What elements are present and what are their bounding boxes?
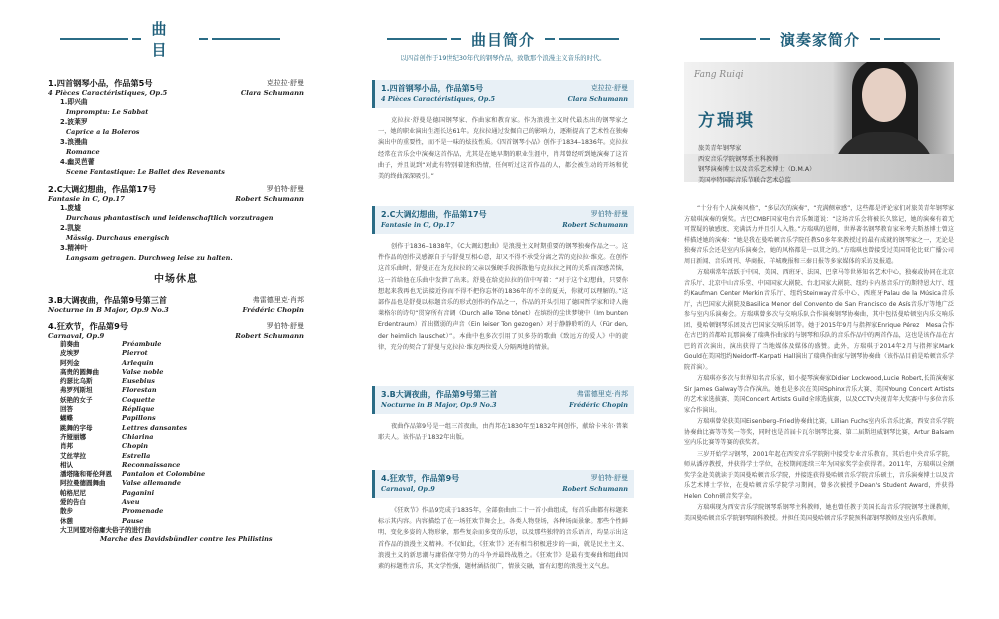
work-title: 1.四首钢琴小品，作品第5号 <box>48 78 153 88</box>
header-dash <box>545 38 555 40</box>
header-rule <box>559 38 619 40</box>
movement-title-en: Paganini <box>122 488 155 497</box>
note-text: 克拉拉·舒曼是德国钢琴家、作曲家和教育家。作为浪漫主义时代最杰出的钢琴家之一，她的职业演出生涯长达61年。克拉拉通过发掘自己的影响力，逐渐提高了艺术性在独奏演出中的重要性，而不是一味的炫技性质。《四首钢琴小品》创作于1834–1836年。克拉拉经常在音乐会中演奏这首作品，尤其是在她早期的职业生涯中，肖邦曾经听到她演奏了这首曲子，并且说到“对此有特别着迷和热情，任何听过这首作品的人，都会被生动的开场和优美的终曲深深吸引。” <box>378 117 628 181</box>
note-heading <box>372 386 634 414</box>
program-title: 曲 目 <box>151 20 168 59</box>
carnaval-movement <box>60 405 304 414</box>
movement <box>60 223 304 243</box>
movement-title: 高贵的圆舞曲 <box>60 367 99 376</box>
composer-name: 罗伯特·舒曼 <box>590 210 628 218</box>
carnaval-movement <box>60 368 304 377</box>
work-title: 2.C大调幻想曲，作品第17号 <box>381 210 487 219</box>
carnaval-movement <box>60 414 304 423</box>
header-rule <box>387 38 447 40</box>
movement-title-en: Estrella <box>122 451 151 460</box>
composer-name-en: Robert Schumann <box>235 195 304 203</box>
note-text: 创作于1836–1838年，《C大调幻想曲》是浪漫主义时期重要的钢琴独奏作品之一。这件作品的创作灵感源自于与舒曼互相心意，却又不得不承受分离之苦的克拉拉·维克。在创作这首乐曲时，舒曼正在为克拉拉的父亲以强硬手段拆散他与克拉拉之间的关系而深感苦恼，这一首给他在乐曲中发泄了出来。舒曼在给克拉拉的信中写着：“对于这个幻想曲，只要你想起来我再也无法接近你而不得不把你忘怀的1836年的不幸的夏天，你就可以理解的。”这部作品也是舒曼以标题音乐的形式创作的作品之一，作品的开头引用了德国哲学家和诗人施莱格尔的诗句“贯穿所有音调（Durch alle Töne tönet）在缤纷的尘世梦境中（Im bunten Erdentraum）首出微弱的声音（Ein leiser Ton gezogen）对于静静聆听的人（Für den, der heimlich lauschet）”。本曲中也多次引用了贝多芬的歌曲《致远方的爱人》中的旋律，充分的契合了舒曼与克拉拉·维克两位爱人分隔两地的情景。 <box>378 243 628 351</box>
composer-name: 罗伯特·舒曼 <box>266 322 304 330</box>
carnaval-movement-list <box>48 340 304 545</box>
note-heading <box>372 80 634 108</box>
intermission-label: 中场休息 <box>154 274 198 285</box>
composer-name: 罗伯特·舒曼 <box>590 474 628 482</box>
performer-title-line: 旅美青年钢琴家 <box>698 145 742 152</box>
movement-title-en: Pierrot <box>122 349 148 358</box>
movement-title-en: Préambule <box>122 340 162 348</box>
carnaval-movement <box>60 479 304 488</box>
notes-title: 曲目简介 <box>470 30 535 49</box>
movement-title-en: Pantalon et Colombine <box>122 470 206 479</box>
movement <box>60 117 304 137</box>
header-rule <box>60 38 128 40</box>
carnaval-movement <box>60 526 304 545</box>
movement-title: 前奏曲 <box>60 340 80 348</box>
work-title: 2.C大调幻想曲，作品第17号 <box>48 184 157 194</box>
composer-name-en: Clara Schumann <box>567 95 628 103</box>
program-item <box>48 184 304 263</box>
photo-face <box>862 68 906 122</box>
composer-name-en: Robert Schumann <box>235 332 304 340</box>
carnaval-movement <box>60 507 304 516</box>
movement-title: 阿拉曼德圆舞曲 <box>60 479 106 488</box>
movement-title-en: Scene Fantastique: Le Ballet des Revenants <box>66 168 225 176</box>
header-rule <box>884 38 940 40</box>
movement-title-en: Florestan <box>122 386 157 395</box>
movement-title-en: Durchaus phantastisch und leidenschaftlich vorzutragen <box>66 214 274 222</box>
header-dash <box>132 38 142 40</box>
carnaval-movement <box>60 489 304 498</box>
work-title-en: Fantasie in C, Op.17 <box>48 195 125 203</box>
note-section <box>372 470 634 572</box>
carnaval-movement <box>60 377 304 386</box>
performer-name: 方瑞琪 <box>698 111 755 131</box>
movement-title: 齐娅丽娜 <box>60 432 86 441</box>
movement-title-en: Mässig. Durchaus energisch <box>66 234 170 242</box>
performer-bio <box>684 204 954 525</box>
bio-paragraph: 方瑞琪亦多次与世界知名音乐家，如小提琴演奏家Didier Lockwood,Lucie Robert,长笛演奏家Sir James Galway等合作演出。她也是多次在美国Sphinx音乐大赛、美国Young Concert Artists的艺术家选拔赛、美国Concert Artists Guild全球选拔赛，以及CCTV央视青年大奖赛中与多位音乐家合作演出。 <box>684 375 954 414</box>
movement-title: 1.废墟 <box>60 204 81 212</box>
work-title: 1.四首钢琴小品，作品第5号 <box>381 84 484 93</box>
movement-title: 4.幽灵芭蕾 <box>60 158 95 166</box>
movement-title-en: Langsam getragen. Durchweg leise zu halten. <box>66 254 233 262</box>
movement-title: 阿列金 <box>60 358 80 367</box>
carnaval-movement <box>60 424 304 433</box>
movement-title-en: Promenade <box>122 507 164 516</box>
work-title-en: Fantasie in C, Op.17 <box>381 221 455 229</box>
movement-title: 艾丝苹拉 <box>60 451 86 460</box>
note-section <box>372 206 634 353</box>
movement-title-en: Valse noble <box>122 367 164 376</box>
work-title-en: Carnaval, Op.9 <box>48 332 105 340</box>
movement-title-en: Lettres dansantes <box>122 423 188 432</box>
performer-header <box>684 28 956 50</box>
movement-title: 3.浪漫曲 <box>60 138 88 146</box>
composer-name-en: Clara Schumann <box>240 89 304 97</box>
movement-title: 约瑟比乌斯 <box>60 377 93 386</box>
movement-title: 跳舞的字母 <box>60 423 93 432</box>
program-list <box>48 78 304 552</box>
composer-name-en: Frédéric Chopin <box>242 306 304 314</box>
movement-title-en: Coquette <box>122 395 156 404</box>
movement-title: 2.凯旋 <box>60 224 81 232</box>
movement-title: 3.精神叶 <box>60 244 88 252</box>
composer-name: 罗伯特·舒曼 <box>266 185 304 193</box>
movement-title: 肖邦 <box>60 442 73 451</box>
work-title-en: Nocturne in B Major, Op.9 No.3 <box>48 306 169 314</box>
movement-title-en: Arlequin <box>122 358 154 367</box>
movement-title: 回答 <box>60 405 73 414</box>
composer-name: 弗雷德里克·肖邦 <box>252 296 304 304</box>
movement-title-en: Aveu <box>122 498 140 507</box>
carnaval-movement <box>60 442 304 451</box>
bio-paragraph: “十分有个人演奏风格”，“多层次的演奏”，“充满侧章感”，这些都是评论家们对旅美青年钢琴家方瑞琪演奏的褒奖。古巴CMBF国家电台音乐频道说：“这场音乐会将被长久铭记，她的演奏有着无可置疑的敏感度、充满活力并且引人入胜。”方瑞琪的恩师，世界著名钢琴教育家米考夫斯基博士曾这样描述她的演奏：“她是我在曼哈顿音乐学院任教50多年来教授过的最有成就的钢琴家之一，无论是独奏音乐会还是室内乐演奏会，她的风格都是一以贯之的。”方瑞琪也曾接受过美国哥伦比亚广播公司周日新闻、音乐周刊、华商报、羊城晚报和三秦日报等多家媒体的采访及报道。 <box>684 205 954 265</box>
performer-title-line: 钢琴演奏博士以及音乐艺术博士（D.M.A） <box>698 166 816 173</box>
movement-title-en: Marche des Davidsbündler contre les Philistins <box>100 535 273 544</box>
program-item <box>48 295 304 314</box>
movement-list <box>48 203 304 263</box>
carnaval-movement <box>60 340 304 349</box>
movement-title: 帕格尼尼 <box>60 488 86 497</box>
composer-name: 弗雷德里克·肖邦 <box>576 390 628 398</box>
movement <box>60 97 304 117</box>
carnaval-movement <box>60 517 304 526</box>
movement-title: 潘塔隆和哥伦拜恩 <box>60 470 112 479</box>
movement-title-en: Romance <box>66 148 100 156</box>
note-heading <box>372 206 634 234</box>
carnaval-movement <box>60 452 304 461</box>
header-dash <box>451 38 461 40</box>
work-title: 3.B大调夜曲，作品第9号第三首 <box>381 390 498 399</box>
movement-title: 大卫同盟对俗庸夫俗子的进行曲 <box>60 525 151 534</box>
carnaval-movement <box>60 498 304 507</box>
movement-title: 爱的告白 <box>60 498 86 507</box>
bio-paragraph: 三岁开始学习钢琴，2001年起在西安音乐学院附中接受专业音乐教育，其后也中央音乐学院，师从潘淳教授，并获得学士学位，在校期间连续三年为国家奖学金获得者。2011年，方瑞琪以全额奖学金赴美就读于美国曼哈顿音乐学院，并接连获得曼哈顿音乐学院音乐硕士，音乐演奏博士以及音乐艺术博士学位，在曼哈顿音乐学院学习期间，曾多次被授予Dean's Student Award，并获得Helen Cohn硕音奖学金。 <box>684 450 954 500</box>
header-rule <box>700 38 756 40</box>
movement-title: 弗罗列斯坦 <box>60 386 93 395</box>
carnaval-movement <box>60 461 304 470</box>
carnaval-movement <box>60 349 304 358</box>
movement-title-en: Impromptu: Le Sabbat <box>66 108 149 116</box>
movement-title: 皮埃罗 <box>60 349 80 358</box>
work-title: 4.狂欢节，作品第9号 <box>381 474 460 483</box>
note-section <box>372 386 634 443</box>
carnaval-movement <box>60 396 304 405</box>
movement-title-en: Papillons <box>122 414 156 423</box>
header-dash <box>870 38 880 40</box>
movement-title-en: Chiarina <box>122 432 154 441</box>
work-title-en: Nocturne in B Major, Op.9 No.3 <box>381 401 497 409</box>
movement-title-en: Pause <box>122 516 144 525</box>
movement-title-en: Réplique <box>122 405 155 414</box>
header-dash <box>760 38 770 40</box>
movement-title-en: Caprice a la Boleros <box>66 128 140 136</box>
note-section <box>372 80 634 182</box>
carnaval-movement <box>60 359 304 368</box>
performer-titles <box>684 144 968 186</box>
composer-name-en: Frédéric Chopin <box>569 401 628 409</box>
movement-title: 2.波莱罗 <box>60 118 88 126</box>
movement <box>60 243 304 263</box>
program-item <box>48 78 304 177</box>
bio-paragraph: 方瑞琪常年活跃于中国、美国、西班牙、法国、巴拿马等世界知名艺术中心，独奏或协同在北京音乐厅、北京中山音乐堂、中国国家大剧院、台北国家大剧院、纽约卡内基音乐厅的斯特恩大厅、纽约Kaufman Center Merkin音乐厅、纽约Steinway音乐中心、西班牙Palau de la Música音乐厅，古巴国家大剧院及Basilica Menor del Convento de San Francisco de Asís音乐厅等地广泛参与室内乐演奏会。方瑞琪曾多次与交响乐队合作演奏钢琴协奏曲，其中包括曼哈顿室内乐交响乐团、曼哈顿钢琴乐团及古巴国家交响乐团等。她于2015年9月与指挥家Enrique Pérez Mesa合作在古巴的首都哈瓦那演奏了瑞典作曲家的与钢琴和乐队的音乐作品中的两首作品，这也是该作品在古巴的首次演出，演出获得了当地媒体及媒体的盛赞。此外，方瑞琪于2014年2月与指挥家Mark Gould在美国纽约Neidorff–Karpati Hall演出了瑞典作曲家与钢琴协奏曲（该作品目前是哈顿音乐学院首演）。 <box>684 269 954 371</box>
movement-title: 休憩 <box>60 516 73 525</box>
composer-name-en: Robert Schumann <box>562 485 628 493</box>
movement-title: 蝴蝶 <box>60 414 73 423</box>
movement-title: 相认 <box>60 460 73 469</box>
composer-name: 克拉拉·舒曼 <box>266 79 304 87</box>
performer-signature: Fang Ruiqi <box>694 70 744 80</box>
movement-title: 散步 <box>60 507 73 516</box>
work-title: 4.狂欢节，作品第9号 <box>48 321 129 331</box>
movement-title-en: Reconnaissance <box>122 460 181 469</box>
bio-paragraph: 方瑞琪曾荣获美国Eisenberg–Fried协奏曲比赛，Lillian Fuchs室内乐音乐比赛，西安音乐学院协奏曲比赛等等奖一等奖，同时也是首届卡瓦尔钢琴比赛、第二届斯坦威钢琴比赛，Artur Balsam室内乐比赛等等赛的获奖者。 <box>684 418 954 446</box>
movement-title: 妖艳的女子 <box>60 395 93 404</box>
performer-title-line: 美国亭特国际音乐节联合艺术总监 <box>698 176 791 184</box>
work-title-en: 4 Pièces Caractéristiques, Op.5 <box>381 95 496 103</box>
movement <box>60 157 304 177</box>
note-heading <box>372 470 634 498</box>
work-title-en: 4 Pièces Caractéristiques, Op.5 <box>48 89 168 97</box>
note-text: 夜曲作品第9号是一组三首夜曲，由肖邦在1830年至1832年间创作，献给卡米尔·普莱耶夫人。该作品于1832年出版。 <box>378 423 628 442</box>
movement-title-en: Chopin <box>122 442 148 451</box>
work-title: 3.B大调夜曲，作品第9号第三首 <box>48 295 167 305</box>
movement-title: 1.即兴曲 <box>60 98 88 106</box>
movement <box>60 203 304 223</box>
composer-name-en: Robert Schumann <box>562 221 628 229</box>
performer-title: 演奏家简介 <box>779 30 860 49</box>
note-text: 《狂欢节》作品9完成于1835年，全部套曲由二十一首小曲组成，每首乐曲都有标题来标示其内容。内容描绘了在一场狂欢节舞会上，各类人物登场，各种场面景象。那些个性鲜明、变化多姿的人物形象，那些复杂而多变的乐思，以及那些独特的音乐语言，均显示出这首作品的浪漫主义精神。不仅如此，《狂欢节》还有相当积极进步的一面，就是民主主义、浪漫主义的新思潮与庸俗保守势力的斗争并最终战胜之。《狂欢节》是最有变奏曲和组曲因素的标题性音乐，其文学性强，题材涵括很广，情景交融，富有幻想的浪漫主义气息。 <box>378 507 628 571</box>
work-title-en: Carnaval, Op.9 <box>381 485 435 493</box>
program-item <box>48 321 304 545</box>
movement-title-en: Eusebius <box>122 377 155 386</box>
header-dash <box>199 38 209 40</box>
composer-name: 克拉拉·舒曼 <box>590 84 628 92</box>
header-rule <box>212 38 280 40</box>
movement-title-en: Valse allemande <box>122 479 181 488</box>
carnaval-movement <box>60 433 304 442</box>
bio-paragraph: 方瑞琪现为西安音乐学院钢琴系钢琴主科教师，她也曾任教于美国长岛音乐学院钢琴主课教师，美国曼哈顿音乐学院钢琴副科教授。并担任美国曼哈顿音乐学院预科部钢琴教师及室内乐教师。 <box>684 504 954 522</box>
notes-header <box>372 28 634 50</box>
notes-subtitle: 以四首创作于19世纪30年代的钢琴作品，致敬那个浪漫主义音乐的时代。 <box>400 55 606 62</box>
carnaval-movement <box>60 386 304 395</box>
program-header <box>60 20 280 59</box>
movement <box>60 137 304 157</box>
movement-list <box>48 97 304 177</box>
performer-title-line: 西安音乐学院钢琴系主科教师 <box>698 155 779 163</box>
